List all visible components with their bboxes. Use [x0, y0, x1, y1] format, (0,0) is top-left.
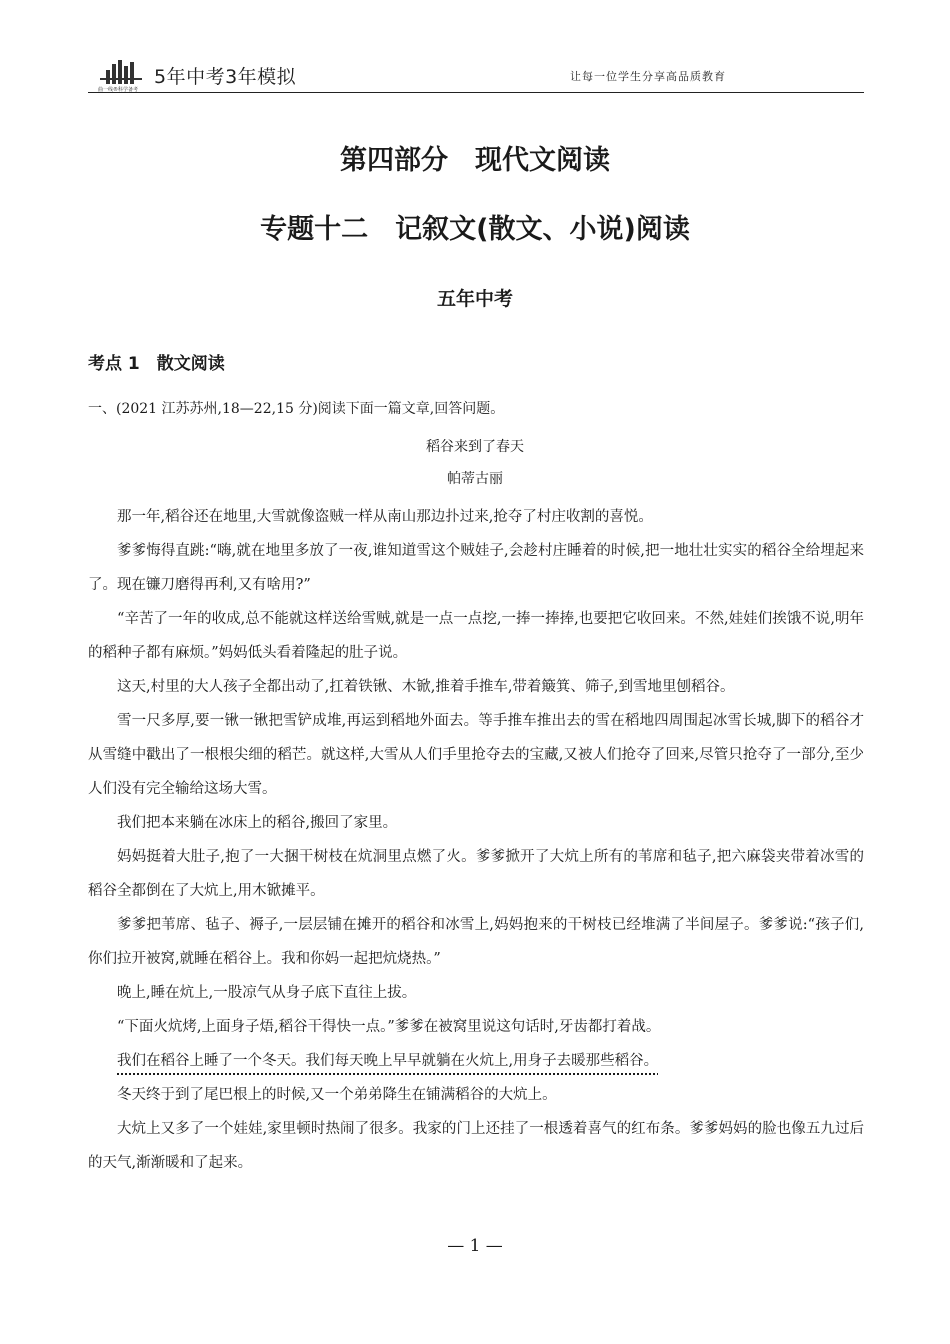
- paragraph: 冬天终于到了尾巴根上的时候,又一个弟弟降生在铺满稻谷的大炕上。: [117, 1087, 557, 1103]
- article-body: [88, 500, 864, 1180]
- article-title: 稻谷来到了春天: [426, 439, 524, 455]
- emphasized-sentence: 我们在稻谷上睡了一个冬天。我们每天晚上早早就躺在火炕上,用身子去暖那些稻谷。: [117, 1053, 659, 1069]
- section-title: 五年中考: [436, 288, 513, 310]
- paragraph: 那一年,稻谷还在地里,大雪就像盗贼一样从南山那边扑过来,抢夺了村庄收割的喜悦。: [117, 509, 653, 525]
- paragraph: 爹爹把苇席、毡子、褥子,一层层铺在摊开的稻谷和冰雪上,妈妈抱来的干树枝已经堆满了半间屋子。爹爹说:“孩子们,你们拉开被窝,就睡在稻谷上。我和你妈一起把炕烧热。”: [88, 917, 864, 967]
- header-slogan: 让每一位学生分享高品质教育: [570, 70, 726, 83]
- paragraph: 爹爹悔得直跳:“嗨,就在地里多放了一夜,谁知道雪这个贼娃子,会趁村庄睡着的时候,把一地壮壮实实的稻谷全给埋起来了。现在镰刀磨得再利,又有啥用?”: [88, 543, 864, 593]
- page-header: [88, 54, 864, 93]
- publisher-logo: [98, 56, 144, 93]
- paragraph: “辛苦了一年的收成,总不能就这样送给雪贼,就是一点一点挖,一捧一捧捧,也要把它收回来。不然,娃娃们挨饿不说,明年的稻种子都有麻烦。”妈妈低头看着隆起的肚子说。: [88, 611, 864, 661]
- paragraph: 晚上,睡在炕上,一股凉气从身子底下直往上拔。: [117, 985, 417, 1001]
- part-title: 第四部分 现代文阅读: [340, 145, 610, 176]
- kaodian-heading: 考点 1 散文阅读: [88, 354, 225, 374]
- paragraph: “下面火炕烤,上面身子焐,稻谷干得快一点。”爹爹在被窝里说这句话时,牙齿都打着战。: [117, 1019, 661, 1035]
- logo-caption: 曲一线®科学备考: [98, 87, 139, 93]
- paragraph: 我们把本来躺在冰床上的稻谷,搬回了家里。: [117, 815, 398, 831]
- paragraph: 妈妈挺着大肚子,抱了一大捆干树枝在炕洞里点燃了火。爹爹掀开了大炕上所有的苇席和毡子,把六麻袋夹带着冰雪的稻谷全都倒在了大炕上,用木锨摊平。: [88, 849, 864, 899]
- question-intro: 一、(2021 江苏苏州,18—22,15 分)阅读下面一篇文章,回答问题。: [88, 401, 505, 417]
- page-number: — 1 —: [447, 1236, 503, 1256]
- paragraph: 这天,村里的大人孩子全都出动了,扛着铁锹、木锨,推着手推车,带着簸箕、筛子,到雪地里刨稻谷。: [117, 679, 735, 695]
- topic-title: 专题十二 记叙文(散文、小说)阅读: [260, 214, 690, 245]
- paragraph: 雪一尺多厚,要一锹一锹把雪铲成堆,再运到稻地外面去。等手推车推出去的雪在稻地四周围起冰雪长城,脚下的稻谷才从雪缝中戳出了一根根尖细的稻芒。就这样,大雪从人们手里抢夺去的宝藏,又被人们抢夺了回来,尽管只抢夺了一部分,至少人们没有完全输给这场大雪。: [88, 713, 864, 797]
- paragraph-emphasized: [88, 1044, 864, 1078]
- brand-title: 5年中考3年模拟: [154, 66, 297, 88]
- article-author: 帕蒂古丽: [447, 471, 503, 487]
- paragraph: 大炕上又多了一个娃娃,家里顿时热闹了很多。我家的门上还挂了一根透着喜气的红布条。爹爹妈妈的脸也像五九过后的天气,渐渐暖和了起来。: [88, 1121, 864, 1171]
